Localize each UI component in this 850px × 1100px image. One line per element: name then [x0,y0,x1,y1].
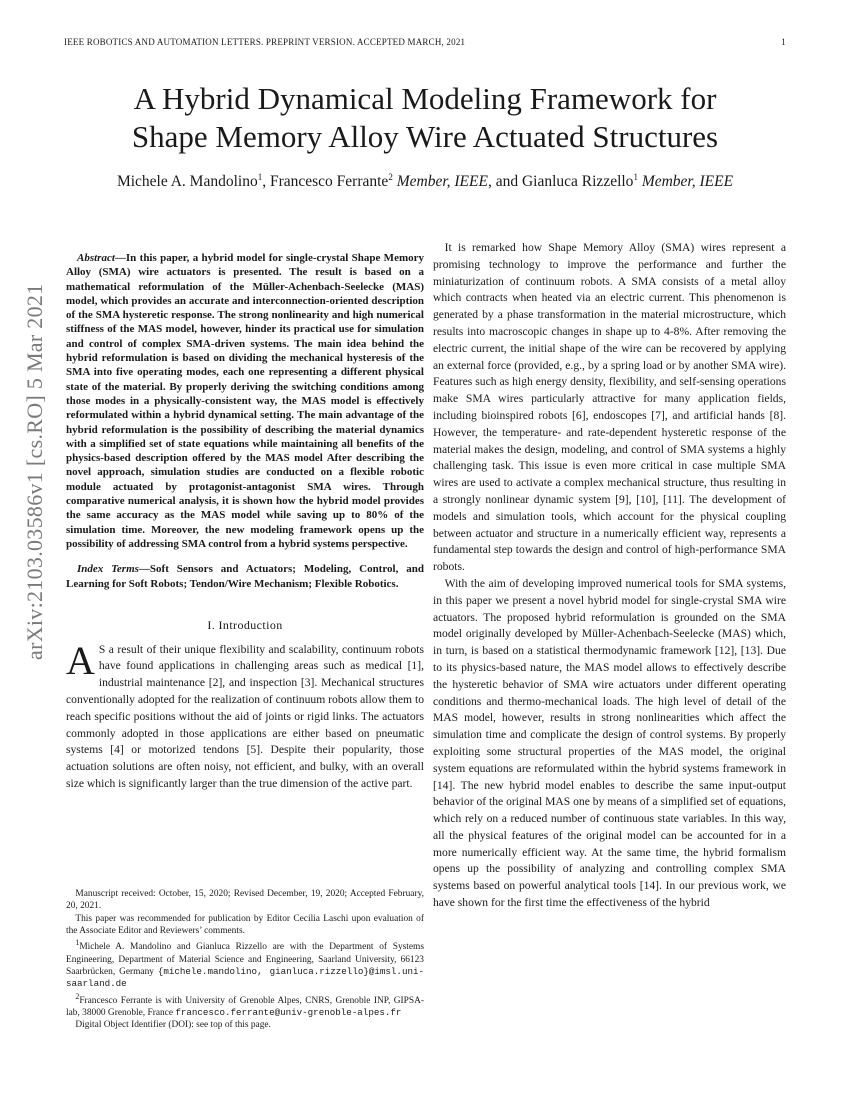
page-number: 1 [781,37,786,47]
right-column [433,240,786,912]
intro-text: S a result of their unique flexibility and scalability, continuum robots have found applications in challenging areas such as medical [1], industrial maintenance [2], and inspection [3]. Mechanical structures conventionally adopted for the realization of continuum robots allow them to reach specific positions without the aid of joints or rigid links. The actuators commonly adopted in those applications are either based on pneumatic systems [4] or motorized tendons [5]. Despite their popularity, those actuation solutions are often noisy, not efficient, and bulky, with an overall size which is significantly larger than the true dimension of the active part. [66,642,424,790]
body-paragraph: It is remarked how Shape Memory Alloy (SMA) wires represent a promising technology to improve the performance and further the miniaturization of continuum robots. A SMA consists of a metal alloy which contracts when heated via an electric current. This phenomenon is generated by a phase transformation in the material microstructure, which results into macroscopic changes in shape up to 4-8%. After removing the electric current, the initial shape of the wire can be recovered by applying an external force (provided, e.g., by a spring load or by another SMA wire). Features such as high energy density, flexibility, and self-sensing operations make SMA wires particularly attractive for many application fields, including bioinspired robots [6], endoscopes [7], and artificial hands [8]. However, the temperature- and rate-dependent hysteretic response of the material makes the design, modeling, and control of SMA systems a highly challenging task. This issue is even more critical in case multiple SMA wires are used to activate a complex mechanical structure, thus resulting in a strongly nonlinear dynamic system [9], [10], [11]. The development of models and simulation tools, which account for the physical coupling between actuator and structure in a numerically efficient way, represents a fundamental step towards the design and control of high-performance SMA robots. [433,241,786,574]
title-line-1: A Hybrid Dynamical Modeling Framework for [133,81,717,116]
author-1-affil: 1 [257,172,263,182]
footnote-1-text: Michele A. Mandolino and Gianluca Rizzello are with the Department of Systems Engineering, Department of Material Science and Engineering, Saarland University, 66123 Saarbrücken, Germany [66,942,424,977]
author-separator: , and [487,173,522,191]
footnote-editor: This paper was recommended for publication by Editor Cecilia Laschi upon evaluation of the Associate Editor and Reviewers’ comments. [66,913,424,936]
journal-header: IEEE ROBOTICS AND AUTOMATION LETTERS. PREPRINT VERSION. ACCEPTED MARCH, 2021 [64,37,466,47]
index-terms-text: —Soft Sensors and Actuators; Modeling, Control, and Learning for Soft Robots; Tendon/Wire Mechanism; Flexible Robotics. [66,563,424,590]
author-2: Francesco Ferrante [269,173,389,191]
index-terms [66,562,424,591]
title-line-2: Shape Memory Alloy Wire Actuated Structures [131,119,719,154]
index-terms-label: Index Terms [77,563,139,576]
author-3: Gianluca Rizzello [521,173,634,191]
author-separator: , [262,173,270,191]
footnote-2-text: Francesco Ferrante is with University of Grenoble Alpes, CNRS, Grenoble INP, GIPSA-lab, 38000 Grenoble, France [66,995,424,1018]
footnote-affiliation-2 [66,991,424,1020]
body-paragraph: With the aim of developing improved numerical tools for SMA systems, in this paper we present a novel hybrid model for single-crystal SMA wire actuators. The proposed hybrid reformulation is grounded on the SMA model originally developed by Müller-Achenbach-Seelecke (MAS) which, in turn, is based on a statistical thermodynamic framework [12], [13]. Due to its physics-based nature, the MAS model allows to effectively describe the hysteretic behavior of SMA wire actuators under different operating conditions and thermo-mechanical loads. The high level of detail of the MAS model, however, results in strong nonlinearities which affect the simulation time and complicate the design of control systems. By properly exploiting some structural properties of the MAS model, the original system equations are reformulated within the hybrid systems framework in [14]. The new hybrid model enables to describe the same input-output behavior of the original MAS one by means of a simplified set of equations, which rely on a reduced number of continuous state variables. In this way, all the physical features of the original model can be accounted for in a more numerically efficient way. At the same time, the hybrid formalism opens up the possibility of analyzing and controlling complex SMA systems based on powerful analytical tools [14]. In our previous work, we have shown for the first time the effectiveness of the hybrid [433,576,786,910]
author-2-role: Member, IEEE [392,173,488,191]
drop-cap: A [66,637,95,683]
author-2-affil: 2 [388,172,393,182]
author-3-role: Member, IEEE [637,173,734,191]
abstract-label: Abstract [77,252,115,264]
author-3-affil: 1 [633,172,638,182]
running-header [64,37,786,51]
footnote-affiliation-1 [66,937,424,990]
abstract [66,251,424,551]
left-column [66,240,424,793]
author-list [40,172,810,191]
footnotes [66,888,424,1032]
footnote-doi: Digital Object Identifier (DOI): see top of this page. [75,1020,271,1031]
arxiv-stamp: arXiv:2103.03586v1 [cs.RO] 5 Mar 2021 [22,283,47,660]
section-heading: I. Introduction [207,617,283,632]
abstract-text: —In this paper, a hybrid model for single-crystal Shape Memory Alloy (SMA) wire actuators is presented. The result is based on a mathematical reformulation of the Müller-Achenbach-Seelecke (MAS) model, which provides an accurate and interconnection-oriented description of the SMA hysteretic response. The strong nonlinearity and high numerical stiffness of the MAS model, however, hinder its practical use for simulation and control of complex SMA-driven systems. The main idea behind the hybrid reformulation is based on dividing the mechanical hysteresis of the SMA into five operating modes, each one representing a different physical state of the material. By properly deriving the switching conditions among those modes in a physically-consistent way, the MAS model is effectively reformulated within a hybrid dynamical setting. The main advantage of the hybrid reformulation is the possibility of describing the material dynamics with a simplified set of state equations while maintaining all benefits of the physics-based description offered by the MAS model After describing the novel approach, simulation studies are conducted on a flexible robotic module actuated by protagonist-antagonist SMA wires. Through comparative numerical analysis, it is shown how the hybrid model provides the same accuracy as the MAS model while saving up to 80% of the simulation time. Moreover, the new modeling framework opens up the possibility of addressing SMA control from a hybrid systems perspective. [66,252,424,550]
footnote-1-email[interactable]: {michele.mandolino, gianluca.rizzello}@imsl.uni-saarland.de [66,965,424,990]
footnote-manuscript: Manuscript received: October, 15, 2020; Revised December, 19, 2020; Accepted February, 20, 2021. [66,889,424,912]
footnote-2-mark: 2 [75,991,80,1001]
footnote-1-mark: 1 [75,938,80,948]
paper-title [40,80,810,156]
author-1: Michele A. Mandolino [116,173,258,191]
intro-paragraph [66,637,424,793]
footnote-2-email[interactable]: francesco.ferrante@univ-grenoble-alpes.fr [175,1006,402,1018]
